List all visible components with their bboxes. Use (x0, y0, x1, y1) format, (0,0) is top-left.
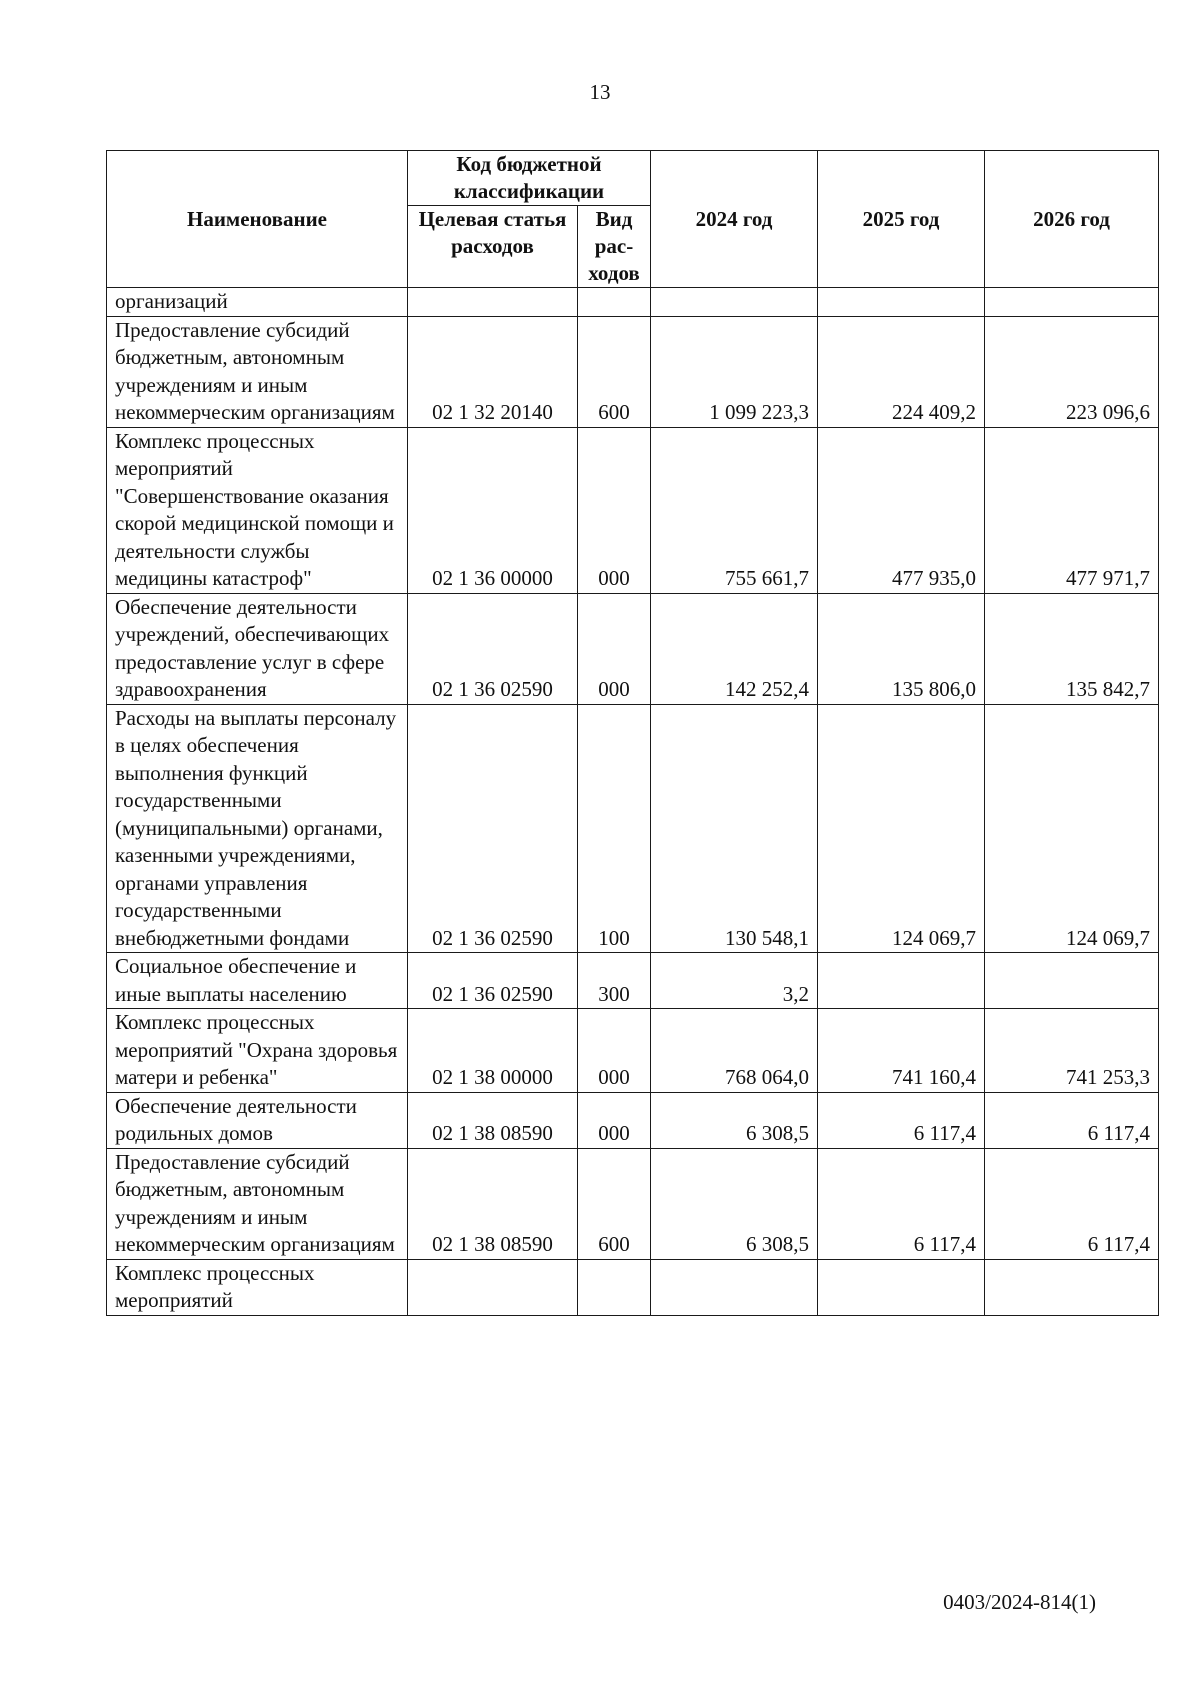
cell-expense-kind: 100 (578, 704, 651, 953)
table-row (107, 427, 1159, 593)
cell-target-code: 02 1 36 00000 (408, 427, 578, 593)
table-body (107, 288, 1159, 1316)
cell-name: Обеспечение деятельности учреждений, обеспечивающих предоставление услуг в сфере здравоохранения (107, 593, 408, 704)
cell-name: Обеспечение деятельности родильных домов (107, 1092, 408, 1148)
cell-2026: 741 253,3 (985, 1009, 1159, 1093)
header-2024: 2024 год (651, 151, 818, 288)
table-row (107, 704, 1159, 953)
cell-2024: 130 548,1 (651, 704, 818, 953)
table-row (107, 1092, 1159, 1148)
table-row (107, 1259, 1159, 1315)
cell-2024 (651, 288, 818, 317)
cell-expense-kind: 000 (578, 593, 651, 704)
cell-2026: 6 117,4 (985, 1148, 1159, 1259)
cell-2025: 224 409,2 (818, 316, 985, 427)
page-number: 13 (589, 80, 611, 104)
cell-target-code: 02 1 38 00000 (408, 1009, 578, 1093)
cell-2026: 124 069,7 (985, 704, 1159, 953)
header-2025: 2025 год (818, 151, 985, 288)
cell-name: Предоставление субсидий бюджетным, автономным учреждениям и иным некоммерческим организациям (107, 316, 408, 427)
cell-name: Предоставление субсидий бюджетным, автономным учреждениям и иным некоммерческим организациям (107, 1148, 408, 1259)
cell-name: организаций (107, 288, 408, 317)
header-2026: 2026 год (985, 151, 1159, 288)
cell-2025: 6 117,4 (818, 1148, 985, 1259)
cell-2024: 3,2 (651, 953, 818, 1009)
header-target: Целевая статья расходов (408, 206, 578, 288)
cell-target-code (408, 288, 578, 317)
cell-expense-kind: 600 (578, 1148, 651, 1259)
cell-expense-kind: 000 (578, 427, 651, 593)
cell-name: Комплекс процессных мероприятий "Совершенствование оказания скорой медицинской помощи и деятельности службы медицины катастроф" (107, 427, 408, 593)
table-row (107, 288, 1159, 317)
cell-2026 (985, 288, 1159, 317)
cell-2025: 741 160,4 (818, 1009, 985, 1093)
header-name: Наименование (107, 151, 408, 288)
cell-2026: 223 096,6 (985, 316, 1159, 427)
cell-2024: 755 661,7 (651, 427, 818, 593)
cell-target-code: 02 1 36 02590 (408, 953, 578, 1009)
table-row (107, 593, 1159, 704)
cell-2026 (985, 1259, 1159, 1315)
footer-document-code: 0403/2024-814(1) (943, 1590, 1096, 1614)
cell-2026: 6 117,4 (985, 1092, 1159, 1148)
cell-target-code: 02 1 38 08590 (408, 1148, 578, 1259)
cell-2025: 6 117,4 (818, 1092, 985, 1148)
cell-name: Социальное обеспечение и иные выплаты населению (107, 953, 408, 1009)
cell-name: Расходы на выплаты персоналу в целях обеспечения выполнения функций государственными (муниципальными) органами, казенными учреждениями, органами управления государственными внебюджетными фондами (107, 704, 408, 953)
header-code-group: Код бюджетной классификации (408, 151, 651, 206)
cell-expense-kind: 600 (578, 316, 651, 427)
cell-2025: 477 935,0 (818, 427, 985, 593)
cell-2024 (651, 1259, 818, 1315)
cell-2025 (818, 1259, 985, 1315)
cell-2026: 477 971,7 (985, 427, 1159, 593)
table-header (107, 151, 1159, 288)
cell-2025 (818, 288, 985, 317)
cell-2026 (985, 953, 1159, 1009)
cell-2024: 1 099 223,3 (651, 316, 818, 427)
cell-2024: 768 064,0 (651, 1009, 818, 1093)
cell-2024: 6 308,5 (651, 1148, 818, 1259)
table-row (107, 1009, 1159, 1093)
cell-target-code: 02 1 36 02590 (408, 593, 578, 704)
cell-target-code (408, 1259, 578, 1315)
budget-table (106, 150, 1159, 1316)
cell-target-code: 02 1 32 20140 (408, 316, 578, 427)
cell-name: Комплекс процессных мероприятий (107, 1259, 408, 1315)
cell-2026: 135 842,7 (985, 593, 1159, 704)
cell-target-code: 02 1 38 08590 (408, 1092, 578, 1148)
cell-expense-kind (578, 288, 651, 317)
table-row (107, 316, 1159, 427)
cell-expense-kind: 000 (578, 1009, 651, 1093)
cell-name: Комплекс процессных мероприятий "Охрана здоровья матери и ребенка" (107, 1009, 408, 1093)
cell-2025: 124 069,7 (818, 704, 985, 953)
cell-2024: 6 308,5 (651, 1092, 818, 1148)
table-row (107, 1148, 1159, 1259)
header-kind: Вид рас-ходов (578, 206, 651, 288)
cell-2025: 135 806,0 (818, 593, 985, 704)
cell-expense-kind (578, 1259, 651, 1315)
cell-2024: 142 252,4 (651, 593, 818, 704)
table-row (107, 953, 1159, 1009)
cell-expense-kind: 000 (578, 1092, 651, 1148)
cell-target-code: 02 1 36 02590 (408, 704, 578, 953)
cell-2025 (818, 953, 985, 1009)
cell-expense-kind: 300 (578, 953, 651, 1009)
